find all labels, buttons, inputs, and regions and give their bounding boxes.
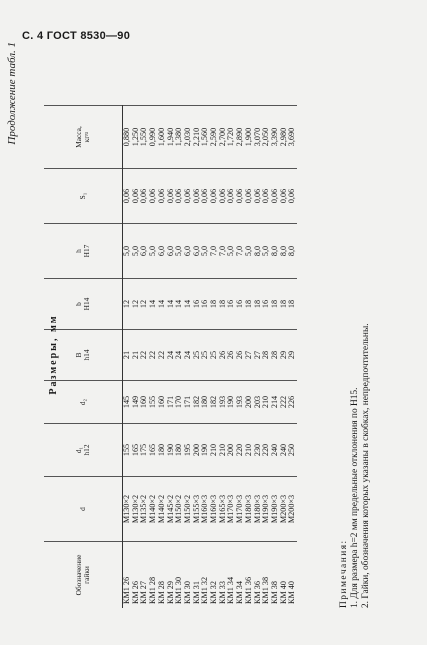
table-cell: 0,06	[167, 169, 176, 224]
table-cell: 16	[193, 279, 202, 330]
table-cell: 27	[254, 330, 263, 381]
table-cell: 0,880	[123, 106, 132, 169]
table-cell: КМ1 34	[227, 542, 236, 609]
table-cell: 6,0	[184, 224, 193, 279]
table-body	[123, 106, 298, 609]
table-cell: КМ1 28	[149, 542, 158, 609]
table-cell: M155×3	[193, 477, 202, 542]
table-cell: 2,890	[236, 106, 245, 169]
table-cell: M135×2	[140, 477, 149, 542]
table-cell: 1,550	[140, 106, 149, 169]
table-cell: 22	[158, 330, 167, 381]
table-cell: КМ 26	[132, 542, 141, 609]
table-cell: 3,390	[271, 106, 280, 169]
table-cell: 200	[245, 381, 254, 424]
table-cell: 26	[236, 330, 245, 381]
table-cell: 18	[288, 279, 297, 330]
column-header	[44, 106, 123, 169]
rotated-page-content	[6, 38, 404, 608]
table-cell: КМ 33	[219, 542, 228, 609]
table-cell: 220	[262, 424, 271, 477]
table-cell: 0,06	[149, 169, 158, 224]
table-cell: 5,0	[149, 224, 158, 279]
table-cell: M130×2	[132, 477, 141, 542]
table-cell: КМ 30	[184, 542, 193, 609]
table-cell: 24	[167, 330, 176, 381]
table-cell: 14	[149, 279, 158, 330]
table-cell: 12	[140, 279, 149, 330]
table-cell: 0,06	[245, 169, 254, 224]
table-cell: 8,0	[271, 224, 280, 279]
column-header-main: Обозначение	[74, 554, 83, 596]
table-cell: M200×3	[288, 477, 297, 542]
table-cell: 0,06	[219, 169, 228, 224]
table-cell: 6,0	[167, 224, 176, 279]
notes-block	[339, 323, 372, 608]
table-cell: 1,560	[201, 106, 210, 169]
table-cell: 2,050	[262, 106, 271, 169]
table-cell: 182	[193, 381, 202, 424]
column-header-sub: кг≈	[82, 131, 91, 143]
page-header: С. 4 ГОСТ 8530—90	[22, 30, 131, 42]
table-cell: КМ1 36	[245, 542, 254, 609]
table-cell: 8,0	[254, 224, 263, 279]
table-cell: 0,06	[132, 169, 141, 224]
table-cell: 0,06	[271, 169, 280, 224]
table-cell: 2,030	[184, 106, 193, 169]
table-cell: M150×2	[184, 477, 193, 542]
table-cell: 6,0	[193, 224, 202, 279]
table-cell: 1,380	[175, 106, 184, 169]
table-cell: M170×3	[236, 477, 245, 542]
table-cell: 16	[201, 279, 210, 330]
table-cell: 193	[236, 381, 245, 424]
table-cell: M140×2	[158, 477, 167, 542]
table-cell: 0,06	[210, 169, 219, 224]
table-cell: 165	[132, 424, 141, 477]
table-cell: 0,06	[236, 169, 245, 224]
table-cell: КМ1 38	[262, 542, 271, 609]
table-cell: КМ 40	[288, 542, 297, 609]
table-cell: M190×3	[271, 477, 280, 542]
column-header-sub: H14	[82, 297, 91, 311]
table-cell: 5,0	[175, 224, 184, 279]
table-cell: 18	[254, 279, 263, 330]
table-cell: 14	[158, 279, 167, 330]
table-row	[288, 106, 297, 609]
table-cell: 21	[132, 330, 141, 381]
table-cell: 7,0	[219, 224, 228, 279]
table-cell: 190	[167, 424, 176, 477]
table-cell: 171	[167, 381, 176, 424]
table-cell: 175	[140, 424, 149, 477]
table-cell: 16	[262, 279, 271, 330]
table-cell: 200	[227, 424, 236, 477]
table-cell: 5,0	[201, 224, 210, 279]
table-cell: 25	[210, 330, 219, 381]
table-cell: 1,720	[227, 106, 236, 169]
table-cell: 240	[271, 424, 280, 477]
table-cell: 182	[210, 381, 219, 424]
table-cell: 190	[227, 381, 236, 424]
table-cell: M140×2	[149, 477, 158, 542]
table-cell: 5,0	[123, 224, 132, 279]
table-cell: 5,0	[132, 224, 141, 279]
table-cell: M170×3	[227, 477, 236, 542]
table-cell: 230	[254, 424, 263, 477]
column-header-main: Масса,	[74, 126, 83, 148]
table-cell: 0,06	[140, 169, 149, 224]
table-cell: 7,0	[236, 224, 245, 279]
table-cell: КМ 34	[236, 542, 245, 609]
column-header	[44, 542, 123, 609]
table-cell: 180	[158, 424, 167, 477]
table-cell: 0,06	[158, 169, 167, 224]
table-cell: 7,0	[210, 224, 219, 279]
table-cell: 0,06	[201, 169, 210, 224]
table-cell: КМ 31	[193, 542, 202, 609]
column-header-main: d	[78, 507, 87, 511]
table-cell: КМ 36	[254, 542, 263, 609]
table-cell: КМ1 26	[123, 542, 132, 609]
table-cell: 12	[123, 279, 132, 330]
table-cell: 16	[227, 279, 236, 330]
table-cell: 145	[123, 381, 132, 424]
table-cell: 210	[262, 381, 271, 424]
column-header-sub: H17	[82, 244, 91, 258]
table-cell: M160×3	[210, 477, 219, 542]
table-cell: 222	[280, 381, 289, 424]
table-cell: 220	[236, 424, 245, 477]
table-cell: 165	[149, 424, 158, 477]
table-cell: 0,06	[227, 169, 236, 224]
table-cell: 18	[245, 279, 254, 330]
table-cell: 180	[201, 381, 210, 424]
table-cell: КМ1 32	[201, 542, 210, 609]
table-cell: 27	[245, 330, 254, 381]
column-header-main: h	[74, 249, 83, 253]
table-cell: 12	[132, 279, 141, 330]
table-cell: 203	[254, 381, 263, 424]
table-cell: 2,980	[280, 106, 289, 169]
table-cell: 8,0	[288, 224, 297, 279]
table-cell: 18	[210, 279, 219, 330]
table-cell: 1,600	[158, 106, 167, 169]
table-cell: КМ 29	[167, 542, 176, 609]
table-cell: 3,070	[254, 106, 263, 169]
column-header-sub: h12	[82, 444, 91, 456]
table-cell: 24	[184, 330, 193, 381]
table-cell: M145×2	[167, 477, 176, 542]
table-cell: 1,940	[167, 106, 176, 169]
table-cell: 22	[140, 330, 149, 381]
table-cell: 155	[149, 381, 158, 424]
table-cell: КМ1 30	[175, 542, 184, 609]
table-cell: 0,06	[288, 169, 297, 224]
table-cell: 200	[193, 424, 202, 477]
table-cell: 29	[280, 330, 289, 381]
table-cell: 25	[201, 330, 210, 381]
table-cell: M190×3	[262, 477, 271, 542]
table-cell: 240	[280, 424, 289, 477]
table-cell: 22	[149, 330, 158, 381]
table-cell: 18	[219, 279, 228, 330]
table-cell: 28	[262, 330, 271, 381]
table-cell: M180×3	[245, 477, 254, 542]
table-cell: 250	[288, 424, 297, 477]
table-cell: M200×3	[280, 477, 289, 542]
table-cell: M130×2	[123, 477, 132, 542]
table-cell: 1,900	[245, 106, 254, 169]
table-cell: КМ 27	[140, 542, 149, 609]
column-header-main: S₁	[78, 192, 87, 200]
table-cell: 29	[288, 330, 297, 381]
table-cell: 18	[280, 279, 289, 330]
table-cell: 0,06	[175, 169, 184, 224]
table-cell: 170	[175, 381, 184, 424]
column-header-main: B	[74, 352, 83, 358]
notes-title: Примечания:	[339, 539, 349, 608]
table-cell: 149	[132, 381, 141, 424]
table-continuation-label: Продолжение табл. 1	[6, 42, 18, 145]
table-cell: 210	[210, 424, 219, 477]
table-cell: M150×2	[175, 477, 184, 542]
table-cell: 0,06	[123, 169, 132, 224]
column-header-sub: гайки	[82, 566, 91, 584]
table-cell: 226	[288, 381, 297, 424]
table-cell: 160	[140, 381, 149, 424]
table-cell: 5,0	[245, 224, 254, 279]
table-cell: 1,250	[132, 106, 141, 169]
table-cell: 14	[175, 279, 184, 330]
table-cell: 2,700	[219, 106, 228, 169]
table-cell: M160×3	[201, 477, 210, 542]
table-cell: 3,690	[288, 106, 297, 169]
table-cell: 5,0	[262, 224, 271, 279]
table-cell: 26	[227, 330, 236, 381]
table-cell: 171	[184, 381, 193, 424]
table-cell: 155	[123, 424, 132, 477]
table-cell: 195	[184, 424, 193, 477]
table-cell: 0,06	[193, 169, 202, 224]
note-item-1: 1. Для размера h=2 мм предельные отклонения по H15.	[350, 387, 360, 608]
table-cell: 18	[271, 279, 280, 330]
table-cell: 0,06	[184, 169, 193, 224]
table-cell: 28	[271, 330, 280, 381]
table-cell: 6,0	[140, 224, 149, 279]
table-cell: 14	[184, 279, 193, 330]
table-cell: 210	[219, 424, 228, 477]
table-cell: КМ 28	[158, 542, 167, 609]
table-cell: 190	[201, 424, 210, 477]
column-header-sub: h14	[82, 349, 91, 361]
table-cell: 8,0	[280, 224, 289, 279]
table-cell: 0,990	[149, 106, 158, 169]
table-cell: M165×3	[219, 477, 228, 542]
column-header-main: d₁	[74, 446, 83, 454]
table-cell: 2,210	[193, 106, 202, 169]
dimensions-label: Размеры, мм	[48, 314, 59, 395]
table-cell: 6,0	[158, 224, 167, 279]
table-cell: M180×3	[254, 477, 263, 542]
table-cell: 160	[158, 381, 167, 424]
table-cell: 25	[193, 330, 202, 381]
table-cell: КМ 40	[280, 542, 289, 609]
table-cell: 214	[271, 381, 280, 424]
table-cell: 16	[236, 279, 245, 330]
table-cell: 14	[167, 279, 176, 330]
table-cell: 0,06	[280, 169, 289, 224]
table-cell: КМ 38	[271, 542, 280, 609]
table-cell: 193	[219, 381, 228, 424]
column-header-main: b	[74, 302, 83, 306]
table-cell: 26	[219, 330, 228, 381]
table-cell: 0,06	[254, 169, 263, 224]
table-cell: КМ 32	[210, 542, 219, 609]
table-cell: 210	[245, 424, 254, 477]
table-cell: 21	[123, 330, 132, 381]
note-item-2: 2. Гайки, обозначения которых указаны в скобках, непредпочтительны.	[361, 323, 371, 608]
table-cell: 0,06	[262, 169, 271, 224]
column-header-main: d₂	[78, 398, 87, 406]
table-cell: 5,0	[227, 224, 236, 279]
table-cell: 180	[175, 424, 184, 477]
nuts-dimension-table	[44, 105, 297, 608]
table-cell: 2,590	[210, 106, 219, 169]
table-cell: 24	[175, 330, 184, 381]
